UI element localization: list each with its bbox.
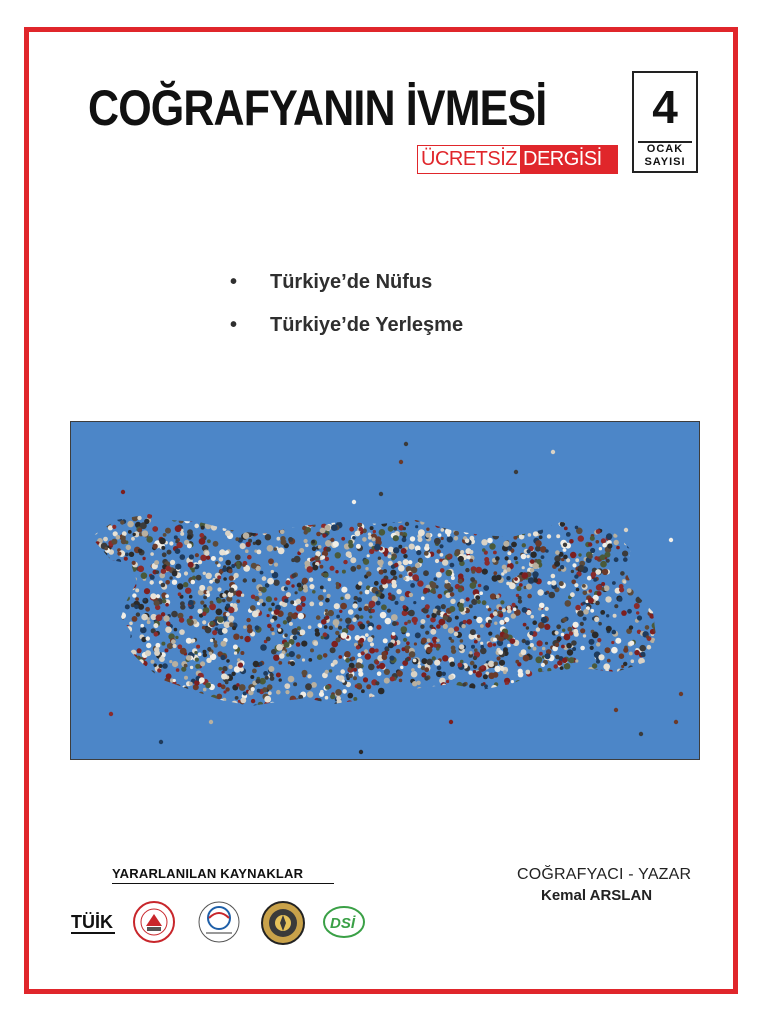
bullet-icon: •	[230, 270, 238, 293]
crowd-map-illustration	[71, 422, 699, 759]
meb-logo-icon	[132, 900, 176, 944]
topic-label: Türkiye’de Yerleşme	[270, 313, 464, 336]
topic-item	[230, 268, 463, 296]
badge-free-text: ÜCRETSİZ	[418, 146, 520, 173]
tuik-logo-text: TÜİK	[71, 912, 113, 932]
free-magazine-badge	[417, 145, 618, 174]
issue-label: SAYISI	[644, 156, 686, 168]
issue-month: OCAK	[646, 143, 684, 155]
sources-heading: YARARLANILAN KAYNAKLAR	[112, 866, 334, 884]
bullet-icon: •	[230, 313, 238, 336]
magazine-title: COĞRAFYANIN İVMESİ	[88, 80, 547, 136]
topic-label: Türkiye’de Nüfus	[270, 270, 433, 293]
badge-magazine-text: DERGİSİ	[520, 146, 617, 173]
ministry-logo-icon	[196, 900, 242, 944]
topic-list	[230, 268, 463, 354]
cover-photo	[70, 421, 700, 760]
topic-item	[230, 311, 463, 339]
dsi-logo-icon	[322, 904, 368, 940]
author-role: COĞRAFYACI - YAZAR	[517, 866, 692, 883]
source-logos	[70, 898, 380, 948]
issue-box	[632, 71, 698, 173]
dsi-logo-text: DSİ	[330, 915, 356, 932]
tuik-logo-icon	[70, 906, 116, 940]
author-name: Kemal ARSLAN	[541, 887, 653, 904]
issue-number: 4	[652, 81, 678, 133]
agriculture-ministry-logo-icon	[260, 900, 306, 946]
